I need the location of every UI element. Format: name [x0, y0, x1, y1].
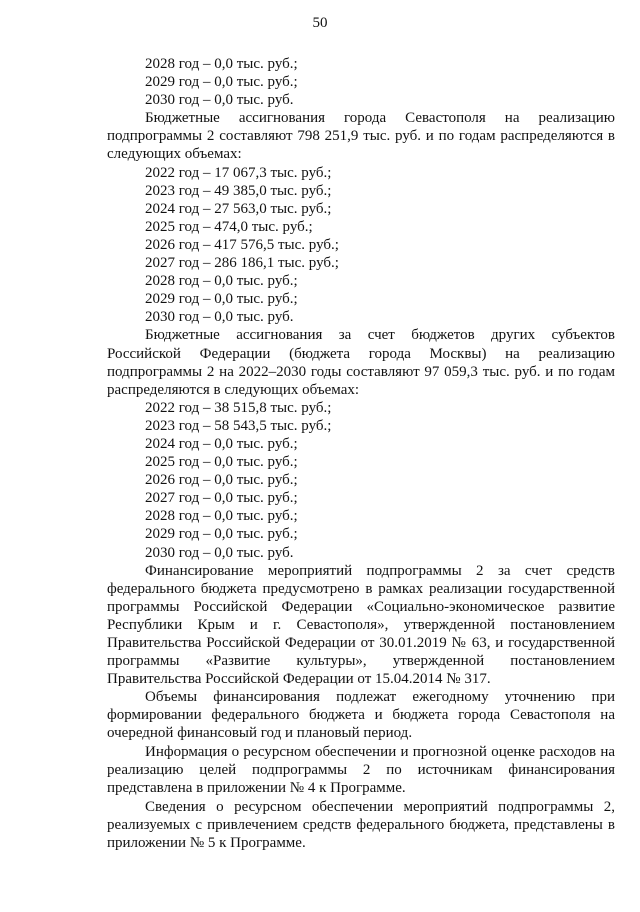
list-item: 2025 год – 0,0 тыс. руб.; — [145, 454, 298, 471]
list-item: 2022 год – 17 067,3 тыс. руб.; — [145, 164, 332, 181]
paragraph-financing-volumes: Объемы финансирования подлежат ежегодному уточнению при формировании федерального бюджета и бюджета города Севастополя на очередной финансовый год и плановый период. — [107, 689, 615, 742]
list-item: 2028 год – 0,0 тыс. руб.; — [145, 508, 298, 525]
list-item: 2026 год – 0,0 тыс. руб.; — [145, 472, 298, 489]
list-item: 2022 год – 38 515,8 тыс. руб.; — [145, 399, 332, 416]
list-item: 2023 год – 58 543,5 тыс. руб.; — [145, 417, 332, 434]
year-list-c — [107, 399, 615, 562]
list-item: 2030 год – 0,0 тыс. руб. — [145, 544, 294, 561]
paragraph-sevastopol-budget: Бюджетные ассигнования города Севастополя на реализацию подпрограммы 2 составляют 798 251,9 тыс. руб. и по годам распределяются в следующих объемах: — [107, 110, 615, 163]
list-item: 2029 год – 0,0 тыс. руб.; — [145, 526, 298, 543]
document-body — [107, 55, 615, 852]
list-item: 2025 год – 474,0 тыс. руб.; — [145, 218, 313, 235]
list-item: 2026 год – 417 576,5 тыс. руб.; — [145, 236, 339, 253]
list-item: 2023 год – 49 385,0 тыс. руб.; — [145, 182, 332, 199]
list-item: 2024 год – 0,0 тыс. руб.; — [145, 435, 298, 452]
year-list-b — [107, 164, 615, 327]
paragraph-federal-financing: Финансирование мероприятий подпрограммы 2 за счет средств федерального бюджета предусмотрено в рамках реализации государственной программы Российской Федерации «Социально-экономическое развитие Республики Крым и г. Севастополя», утвержденной постановлением Правительства Российской Федерации от 30.01.2019 № 63, и государственной программы «Развитие культуры», утвержденной постановлением Правительства Российской Федерации от 15.04.2014 № 317. — [107, 562, 615, 688]
paragraph-federal-resources: Сведения о ресурсном обеспечении мероприятий подпрограммы 2, реализуемых с привлечением средств федерального бюджета, представлены в приложении № 5 к Программе. — [107, 798, 615, 852]
paragraph-moscow-budget: Бюджетные ассигнования за счет бюджетов других субъектов Российской Федерации (бюджета города Москвы) на реализацию подпрограммы 2 на 2022–2030 годы составляют 97 059,3 тыс. руб. и по годам распределяются в следующих объемах: — [107, 327, 615, 398]
paragraph-resource-info: Информация о ресурсном обеспечении и прогнозной оценке расходов на реализацию целей подпрограммы 2 по источникам финансирования представлена в приложении № 4 к Программе. — [107, 743, 615, 796]
list-item: 2027 год – 0,0 тыс. руб.; — [145, 490, 298, 507]
list-item: 2029 год – 0,0 тыс. руб.; — [145, 74, 298, 91]
list-item: 2028 год – 0,0 тыс. руб.; — [145, 56, 298, 72]
list-item: 2028 год – 0,0 тыс. руб.; — [145, 273, 298, 290]
list-item: 2029 год – 0,0 тыс. руб.; — [145, 291, 298, 308]
year-list-a — [107, 55, 615, 109]
list-item: 2024 год – 27 563,0 тыс. руб.; — [145, 200, 332, 217]
list-item: 2030 год – 0,0 тыс. руб. — [145, 309, 294, 326]
list-item: 2030 год – 0,0 тыс. руб. — [145, 92, 294, 109]
page-number: 50 — [312, 15, 328, 31]
list-item: 2027 год – 286 186,1 тыс. руб.; — [145, 255, 339, 272]
